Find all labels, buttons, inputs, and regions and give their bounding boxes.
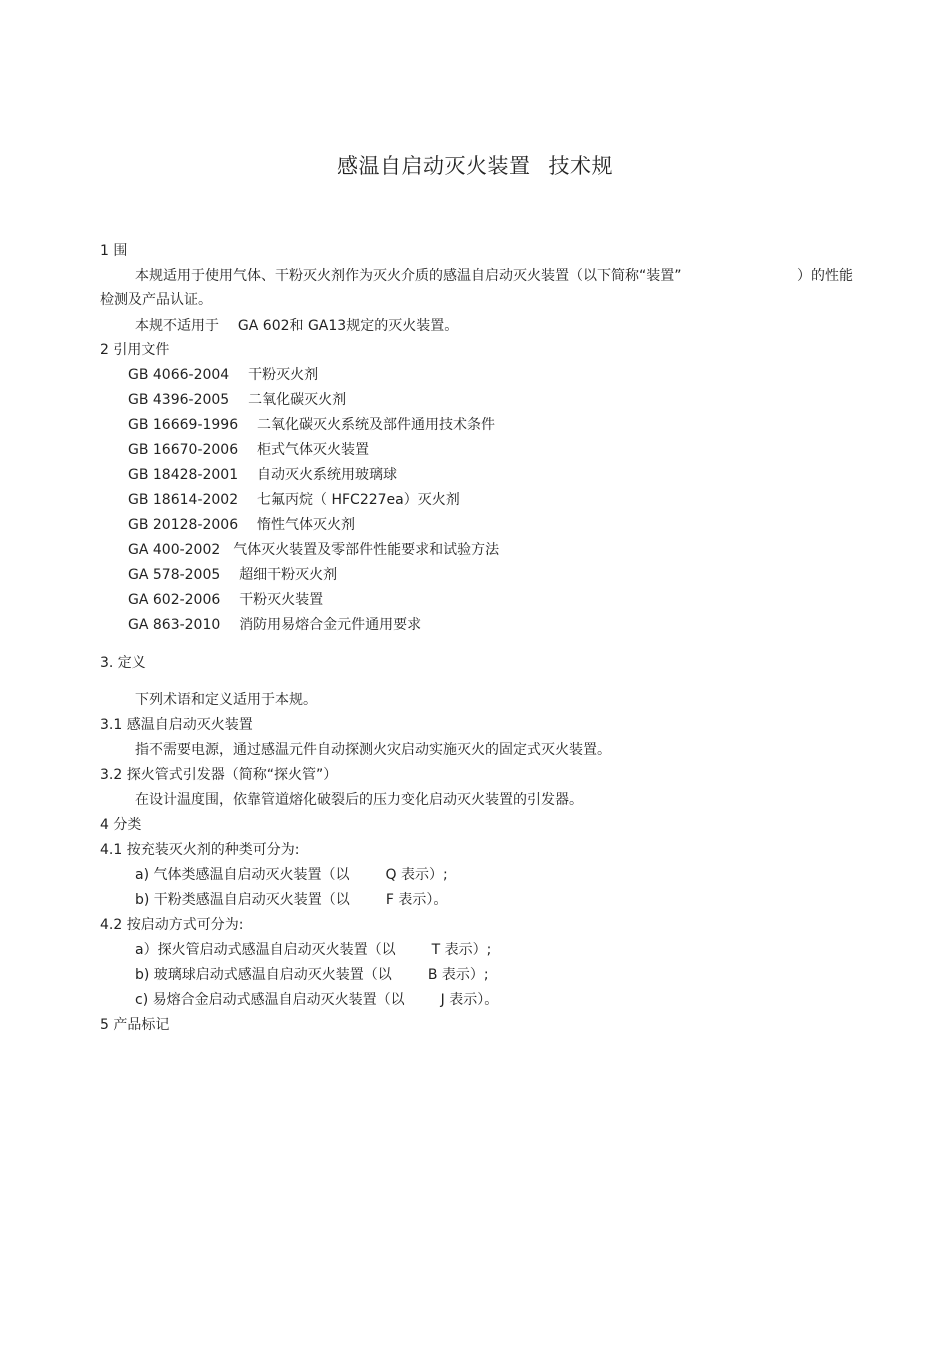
item-text: b) 干粉类感温自启动灭火装置（以: [135, 892, 350, 908]
reference-name: 气体灭火装置及零部件性能要求和试验方法: [233, 542, 500, 558]
para-2-text-a: 本规不适用于: [135, 318, 219, 334]
section-1-para-1-cont: 检测及产品认证。: [100, 292, 212, 308]
definition-3-2-heading: 3.2 探火管式引发器（简称“探火管”）: [100, 767, 338, 783]
reference-code: GB 18428-2001: [128, 467, 239, 483]
item-symbol: T 表示）;: [431, 942, 492, 958]
reference-code: GB 16670-2006: [128, 442, 239, 458]
reference-item: [128, 615, 421, 635]
section-5-heading: 5 产品标记: [100, 1017, 170, 1033]
reference-name: 干粉灭火装置: [239, 592, 324, 608]
section-2-heading: 2 引用文件: [100, 342, 170, 358]
definition-3-1-heading: 3.1 感温自启动灭火装置: [100, 717, 253, 733]
classification-4-2-heading: 4.2 按启动方式可分为:: [100, 917, 244, 933]
section-1-para-1: [135, 266, 682, 286]
reference-name: 消防用易熔合金元件通用要求: [239, 617, 422, 633]
document-title: [0, 150, 950, 180]
reference-item: [128, 390, 346, 410]
reference-code: GA 400-2002: [128, 542, 221, 558]
reference-code: GB 4066-2004: [128, 367, 230, 383]
classification-item: [135, 990, 498, 1010]
reference-item: [128, 440, 369, 460]
reference-name: 超细干粉灭火剂: [239, 567, 338, 583]
item-text: c) 易熔合金启动式感温自启动灭火装置（以: [135, 992, 405, 1008]
reference-code: GB 16669-1996: [128, 417, 239, 433]
reference-name: 二氧化碳灭火剂: [248, 392, 347, 408]
item-symbol: J 表示）。: [440, 992, 499, 1008]
reference-code: GB 20128-2006: [128, 517, 239, 533]
section-1-para-2: [135, 316, 458, 336]
section-1-heading: 1 围: [100, 243, 128, 259]
reference-code: GA 602-2006: [128, 592, 221, 608]
reference-code: GB 4396-2005: [128, 392, 230, 408]
reference-name: 惰性气体灭火剂: [257, 517, 356, 533]
classification-item: [135, 940, 491, 960]
reference-code: GA 578-2005: [128, 567, 221, 583]
item-symbol: Q 表示）;: [385, 867, 448, 883]
reference-item: [128, 590, 323, 610]
classification-4-1-heading: 4.1 按充装灭火剂的种类可分为:: [100, 842, 300, 858]
classification-item: [135, 965, 489, 985]
reference-code: GA 863-2010: [128, 617, 221, 633]
section-3-heading: 3. 定义: [100, 655, 146, 671]
reference-item: [128, 540, 499, 560]
classification-item: [135, 865, 448, 885]
item-text: b) 玻璃球启动式感温自启动灭火装置（以: [135, 967, 392, 983]
classification-item: [135, 890, 447, 910]
reference-name: 二氧化碳灭火系统及部件通用技术条件: [257, 417, 496, 433]
reference-item: [128, 565, 337, 585]
reference-name: 七氟丙烷（ HFC227ea）灭火剂: [257, 492, 460, 508]
reference-name: 干粉灭火剂: [248, 367, 319, 383]
section-4-heading: 4 分类: [100, 817, 142, 833]
title-main: 感温自启动灭火装置: [337, 154, 531, 178]
reference-item: [128, 490, 460, 510]
item-symbol: B 表示）;: [427, 967, 489, 983]
reference-item: [128, 515, 355, 535]
reference-item: [128, 365, 318, 385]
section-3-intro: 下列术语和定义适用于本规。: [135, 692, 317, 708]
definition-3-1-text: 指不需要电源，通过感温元件自动探测火灾启动实施灭火的固定式灭火装置。: [135, 742, 611, 758]
reference-name: 自动灭火系统用玻璃球: [257, 467, 398, 483]
para-1-text: 本规适用于使用气体、干粉灭火剂作为灭火介质的感温自启动灭火装置（以下简称“装置”: [135, 268, 682, 284]
title-tail: 技术规: [548, 154, 613, 178]
reference-name: 柜式气体灭火装置: [257, 442, 370, 458]
reference-item: [128, 415, 495, 435]
reference-code: GB 18614-2002: [128, 492, 239, 508]
item-text: a）探火管启动式感温自启动灭火装置（以: [135, 942, 396, 958]
para-2-text-b: GA 602和 GA13规定的灭火装置。: [237, 318, 459, 334]
item-text: a) 气体类感温自启动灭火装置（以: [135, 867, 350, 883]
definition-3-2-text: 在设计温度围，依靠管道熔化破裂后的压力变化启动灭火装置的引发器。: [135, 792, 583, 808]
item-symbol: F 表示）。: [385, 892, 448, 908]
para-1-tail: ）的性能: [797, 268, 853, 284]
reference-item: [128, 465, 397, 485]
